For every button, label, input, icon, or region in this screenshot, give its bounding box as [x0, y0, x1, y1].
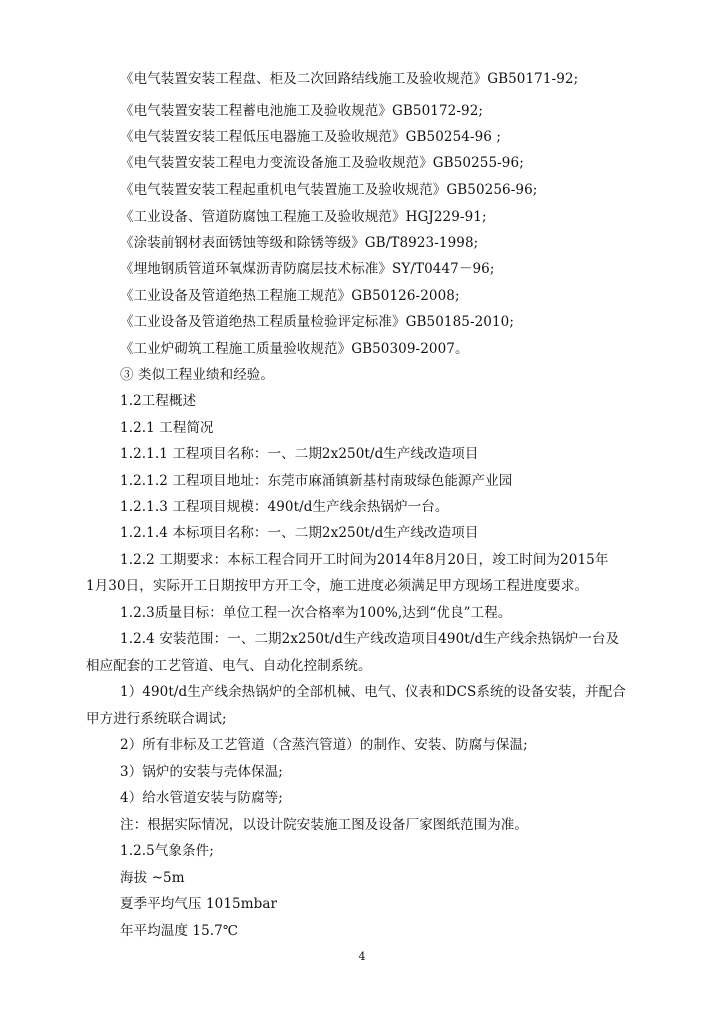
text-line: 1.2.1.1 工程项目名称：一、二期2x250t/d生产线改造项目: [120, 446, 479, 462]
text-line: 1.2.4 安装范围：一、二期2x250t/d生产线改造项目490t/d生产线余热锅炉一台及: [120, 631, 620, 647]
text-line: 相应配套的工艺管道、电气、自动化控制系统。: [86, 658, 372, 674]
page-number: 4: [358, 950, 366, 963]
text-line: 1）490t/d生产线余热锅炉的全部机械、电气、仪表和DCS系统的设备安装，并配合: [120, 684, 626, 700]
text-line: 《埋地钢质管道环氧煤沥青防腐层技术标准》SY/T0447－96;: [120, 261, 495, 277]
text-line: 《电气装置安装工程盘、柜及二次回路结线施工及验收规范》GB50171-92;: [120, 71, 579, 87]
text-line: 1.2.2 工期要求：本标工程合同开工时间为2014年8月20日，竣工时间为2015年: [120, 552, 609, 568]
text-line: 夏季平均气压 1015mbar: [120, 896, 278, 912]
text-line: 1月30日，实际开工日期按甲方开工令，施工进度必须满足甲方现场工程进度要求。: [86, 578, 589, 594]
text-line: 《电气装置安装工程低压电器施工及验收规范》GB50254-96 ;: [120, 129, 502, 145]
text-line: 1.2.1.2 工程项目地址：东莞市麻涌镇新基村南玻绿色能源产业园: [120, 473, 513, 489]
text-line: 1.2.1.4 本标项目名称：一、二期2x250t/d生产线改造项目: [120, 525, 479, 541]
text-line: 《涂装前钢材表面锈蚀等级和除锈等级》GB/T8923-1998;: [120, 235, 479, 251]
text-line: 《电气装置安装工程电力变流设备施工及验收规范》GB50255-96;: [120, 155, 524, 171]
text-line: 甲方进行系统联合调试;: [86, 711, 227, 727]
text-line: 《电气装置安装工程起重机电气装置施工及验收规范》GB50256-96;: [120, 182, 538, 198]
text-line: ③ 类似工程业绩和经验。: [120, 367, 274, 383]
text-line: 注：根据实际情况，以设计院安装施工图及设备厂家图纸范围为准。: [120, 817, 528, 833]
text-line: 2）所有非标及工艺管道（含蒸汽管道）的制作、安装、防腐与保温;: [120, 737, 528, 753]
text-line: 年平均温度 15.7℃: [120, 923, 239, 939]
text-line: 1.2.5气象条件;: [120, 843, 214, 859]
text-line: 《工业设备、管道防腐蚀工程施工及验收规范》HGJ229-91;: [120, 209, 487, 225]
text-line: 1.2.1.3 工程项目规模：490t/d生产线余热锅炉一台。: [120, 499, 449, 515]
text-line: 《工业炉砌筑工程施工质量验收规范》GB50309-2007。: [120, 341, 469, 357]
text-line: 《电气装置安装工程蓄电池施工及验收规范》GB50172-92;: [120, 103, 484, 119]
text-line: 3）锅炉的安装与壳体保温;: [120, 764, 283, 780]
text-line: 《工业设备及管道绝热工程施工规范》GB50126-2008;: [120, 288, 460, 304]
text-line: 1.2.3质量目标：单位工程一次合格率为100%,达到“优良”工程。: [120, 605, 512, 621]
text-line: 4）给水管道安装与防腐等;: [120, 790, 283, 806]
text-line: 海拔 ~5m: [120, 870, 185, 886]
text-line: 《工业设备及管道绝热工程质量检验评定标准》GB50185-2010;: [120, 314, 515, 330]
section-heading: 1.2工程概述: [120, 393, 197, 409]
subsection-heading: 1.2.1 工程简况: [120, 420, 214, 436]
